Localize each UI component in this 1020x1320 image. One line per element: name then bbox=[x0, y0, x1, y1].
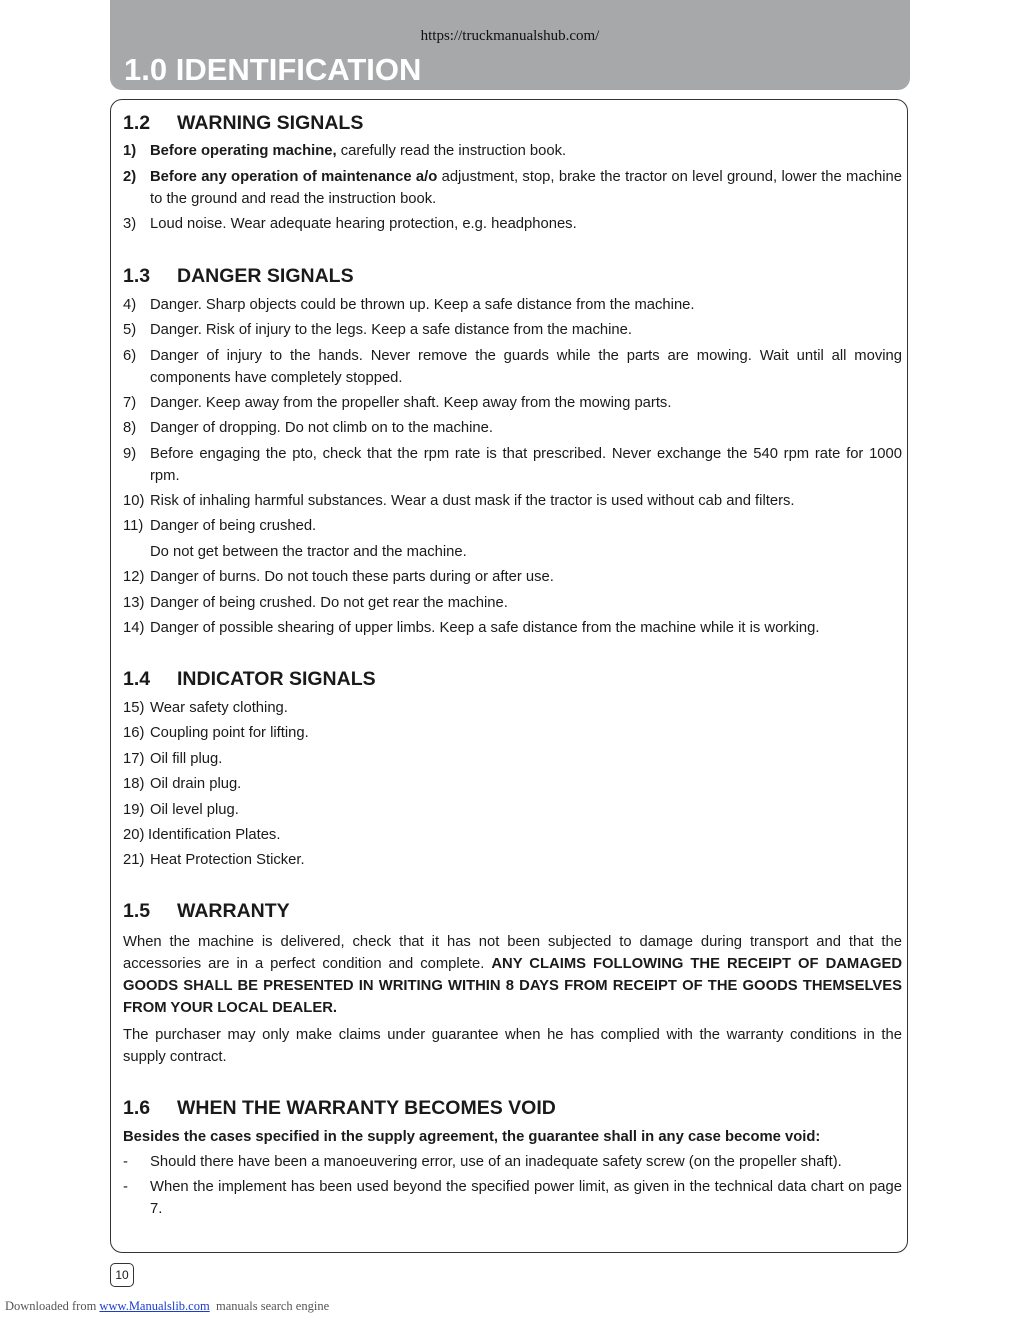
list-item: 8) Danger of dropping. Do not climb on to the machine. bbox=[123, 420, 493, 436]
chapter-title: 1.0 IDENTIFICATION bbox=[124, 52, 422, 87]
list-item: 11) Danger of being crushed. bbox=[123, 518, 317, 534]
list-item: 13) Danger of being crushed. Do not get rear the machine. bbox=[123, 595, 508, 611]
section-number: 1.2 bbox=[123, 112, 151, 134]
list-item: 19) Oil level plug. bbox=[123, 802, 239, 818]
list-item: 12) Danger of burns. Do not touch these parts during or after use. bbox=[123, 569, 554, 585]
section-heading-indicator-signals bbox=[123, 668, 376, 691]
page-header bbox=[110, 0, 910, 90]
list-item-continuation: Do not get between the tractor and the machine. bbox=[150, 544, 467, 560]
section-title: WARNING SIGNALS bbox=[177, 112, 364, 134]
list-item: 1) Before operating machine, carefully read the instruction book. bbox=[123, 143, 567, 159]
section-heading-warranty bbox=[123, 900, 290, 923]
section-number: 1.6 bbox=[123, 1097, 151, 1119]
section-title: WARRANTY bbox=[177, 900, 290, 922]
list-item: 18) Oil drain plug. bbox=[123, 776, 242, 792]
warranty-paragraph: When the machine is delivered, check that it has not been subjected to damage during transport and that the accessories are in a perfect condition and complete. ANY CLAIMS FOLLOWING THE RECEIPT OF DAMAGED GOODS SHALL BE PRESENTED IN WRITING WITHIN 8 DAYS FROM RECEIPT OF THE GOODS THEMSELVES FROM YOUR LOCAL DEALER. bbox=[123, 934, 903, 1016]
section-number: 1.3 bbox=[123, 265, 151, 287]
list-item: 5) Danger. Risk of injury to the legs. Keep a safe distance from the machine. bbox=[123, 322, 632, 338]
section-heading-warning-signals bbox=[123, 112, 363, 135]
section-title: WHEN THE WARRANTY BECOMES VOID bbox=[177, 1097, 556, 1119]
list-item: 9) Before engaging the pto, check that the rpm rate is that prescribed. Never exchange the 540 rpm rate for 1000 rpm. bbox=[123, 446, 902, 484]
list-item: 20) Identification Plates. bbox=[123, 827, 281, 843]
list-item: 14) Danger of possible shearing of upper limbs. Keep a safe distance from the machine while it is working. bbox=[123, 620, 820, 636]
section-heading-warranty-void bbox=[123, 1097, 556, 1120]
list-item: - When the implement has been used beyond the specified power limit, as given in the technical data chart on page 7. bbox=[123, 1179, 902, 1217]
section-title: INDICATOR SIGNALS bbox=[177, 668, 376, 690]
list-item: 21) Heat Protection Sticker. bbox=[123, 852, 305, 868]
section-number: 1.4 bbox=[123, 668, 151, 690]
manualslib-link[interactable]: www.Manualslib.com bbox=[99, 1299, 210, 1313]
list-item: 6) Danger of injury to the hands. Never remove the guards while the parts are mowing. Wait until all moving components have completely stopped. bbox=[123, 348, 902, 386]
warranty-paragraph: The purchaser may only make claims under guarantee when he has complied with the warranty conditions in the supply contract. bbox=[123, 1027, 902, 1065]
section-heading-danger-signals bbox=[123, 265, 354, 288]
section-number: 1.5 bbox=[123, 900, 151, 922]
list-item: 2) Before any operation of maintenance a/o adjustment, stop, brake the tractor on level ground, lower the machine to the ground and read the instruction book. bbox=[123, 169, 902, 207]
list-item: 3) Loud noise. Wear adequate hearing protection, e.g. headphones. bbox=[123, 216, 577, 232]
void-intro: Besides the cases specified in the supply agreement, the guarantee shall in any case become void: bbox=[123, 1129, 821, 1145]
header-url[interactable]: https://truckmanualshub.com/ bbox=[420, 28, 600, 44]
list-item: 17) Oil fill plug. bbox=[123, 751, 223, 767]
list-item: 16) Coupling point for lifting. bbox=[123, 725, 309, 741]
section-title: DANGER SIGNALS bbox=[177, 265, 354, 287]
list-item: 10) Risk of inhaling harmful substances. Wear a dust mask if the tractor is used without cab and filters. bbox=[123, 493, 795, 509]
list-item: - Should there have been a manoeuvering error, use of an inadequate safety screw (on the propeller shaft). bbox=[123, 1154, 842, 1170]
page-number: 10 bbox=[110, 1263, 134, 1287]
download-footer: Downloaded from www.Manualslib.com manuals search engine bbox=[5, 1299, 330, 1313]
list-item: 15) Wear safety clothing. bbox=[123, 700, 288, 716]
list-item: 4) Danger. Sharp objects could be thrown up. Keep a safe distance from the machine. bbox=[123, 297, 695, 313]
list-item: 7) Danger. Keep away from the propeller shaft. Keep away from the mowing parts. bbox=[123, 395, 672, 411]
